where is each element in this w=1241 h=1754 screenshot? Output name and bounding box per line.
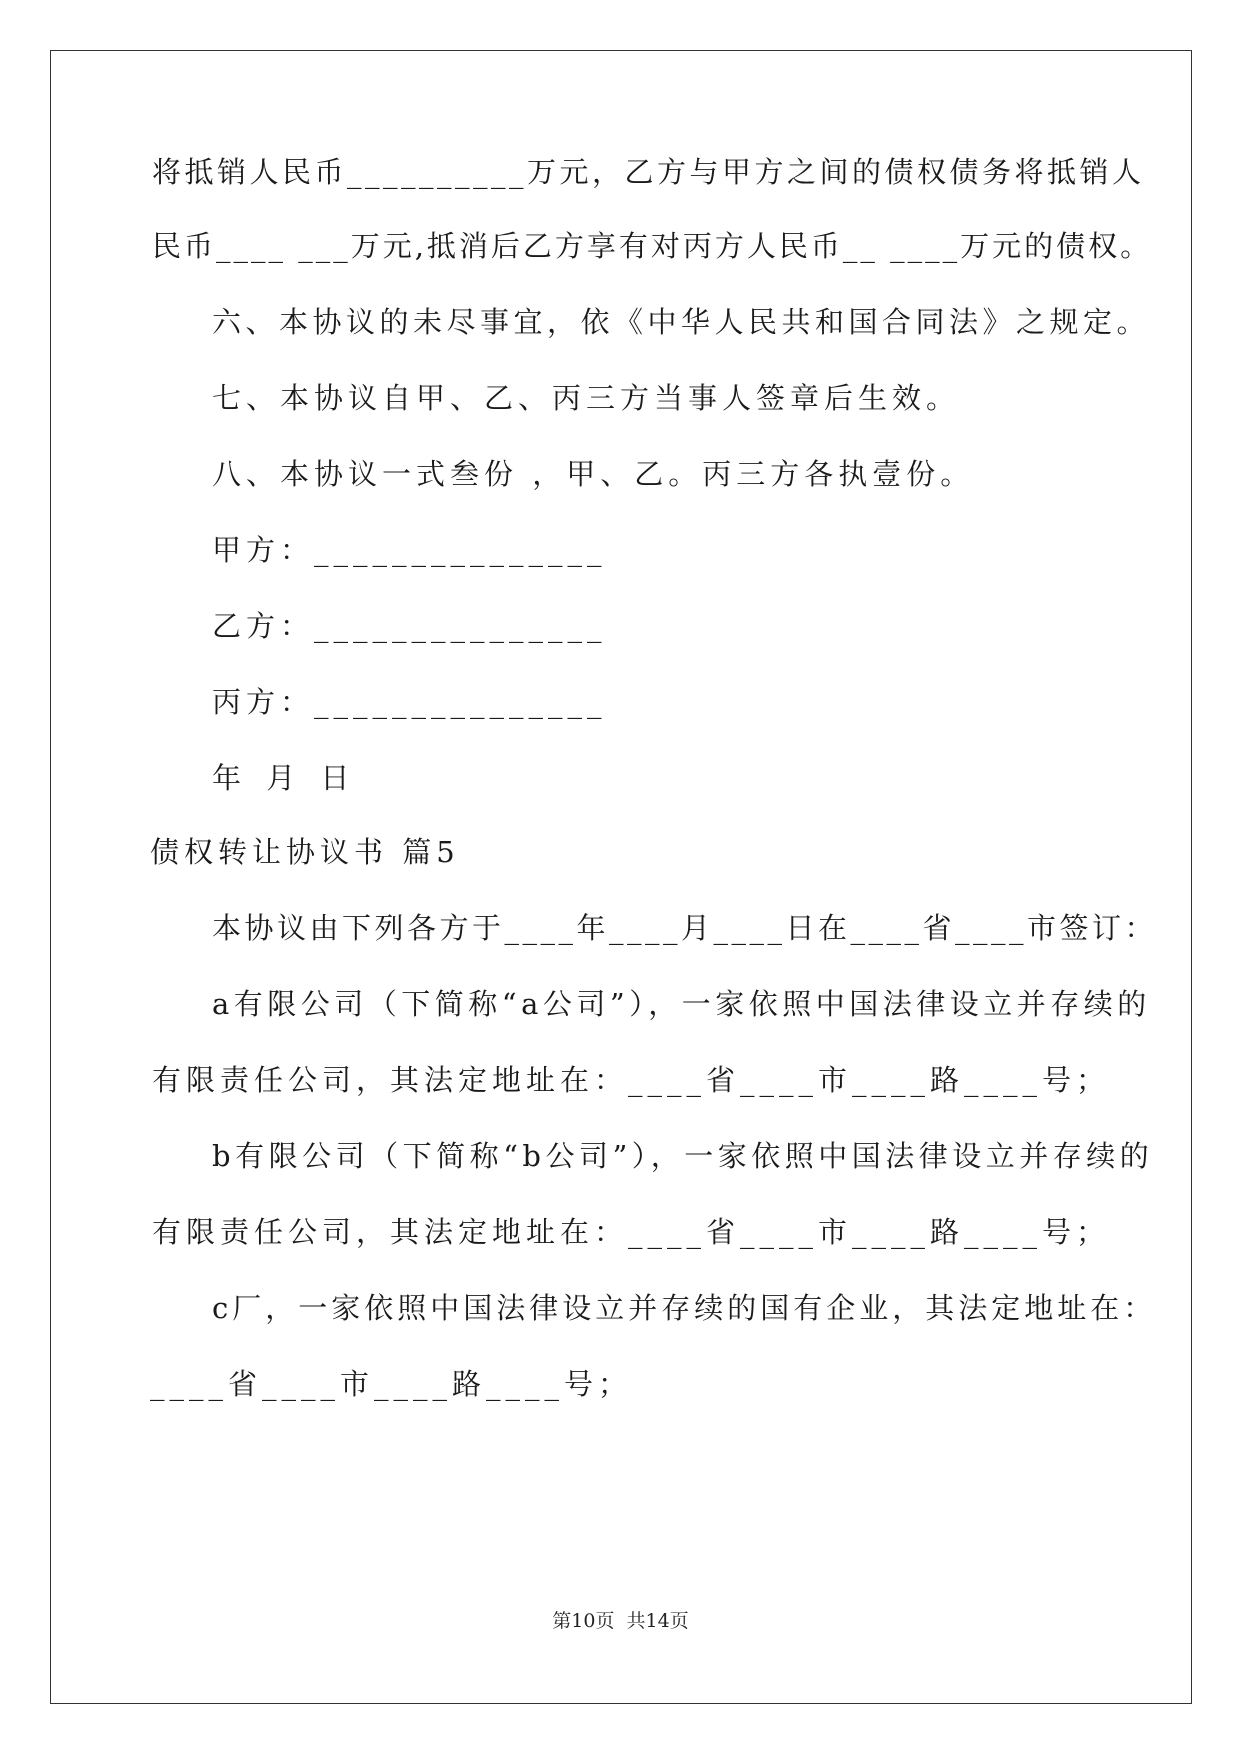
section-heading: 债权转让协议书 篇5: [150, 835, 460, 869]
paragraph-line: a有限公司（下简称“a公司”），一家依照中国法律设立并存续的: [212, 987, 1151, 1021]
date-line: 年 月 日: [212, 761, 358, 795]
clause-seven: 七、本协议自甲、乙、丙三方当事人签章后生效。: [212, 381, 961, 415]
clause-six: 六、本协议的未尽事宜，依《中华人民共和国合同法》之规定。: [212, 305, 1151, 339]
paragraph-line: ____省____市____路____号；: [150, 1367, 633, 1401]
paragraph-line: 将抵销人民币__________万元，乙方与甲方之间的债权债务将抵销人: [152, 155, 1145, 189]
paragraph-line: 民币____ ___万元,抵消后乙方享有对丙方人民币__ ____万元的债权。: [152, 229, 1153, 263]
page-number-footer: 第10页 共14页: [552, 1610, 689, 1632]
paragraph-line: c厂，一家依照中国法律设立并存续的国有企业，其法定地址在：: [212, 1291, 1157, 1325]
paragraph-line: 有限责任公司，其法定地址在：____省____市____路____号；: [152, 1215, 1111, 1249]
paragraph-line: 本协议由下列各方于____年____月____日在____省____市签订：: [212, 911, 1158, 945]
party-c-signature: 丙方：_______________: [212, 685, 607, 719]
party-a-signature: 甲方：_______________: [212, 533, 607, 567]
clause-eight: 八、本协议一式叁份 ，甲、乙。丙三方各执壹份。: [212, 457, 975, 491]
paragraph-line: b有限公司（下简称“b公司”），一家依照中国法律设立并存续的: [212, 1139, 1154, 1173]
page-border: [50, 50, 1192, 1704]
paragraph-line: 有限责任公司，其法定地址在：____省____市____路____号；: [152, 1063, 1111, 1097]
party-b-signature: 乙方：_______________: [212, 609, 607, 643]
